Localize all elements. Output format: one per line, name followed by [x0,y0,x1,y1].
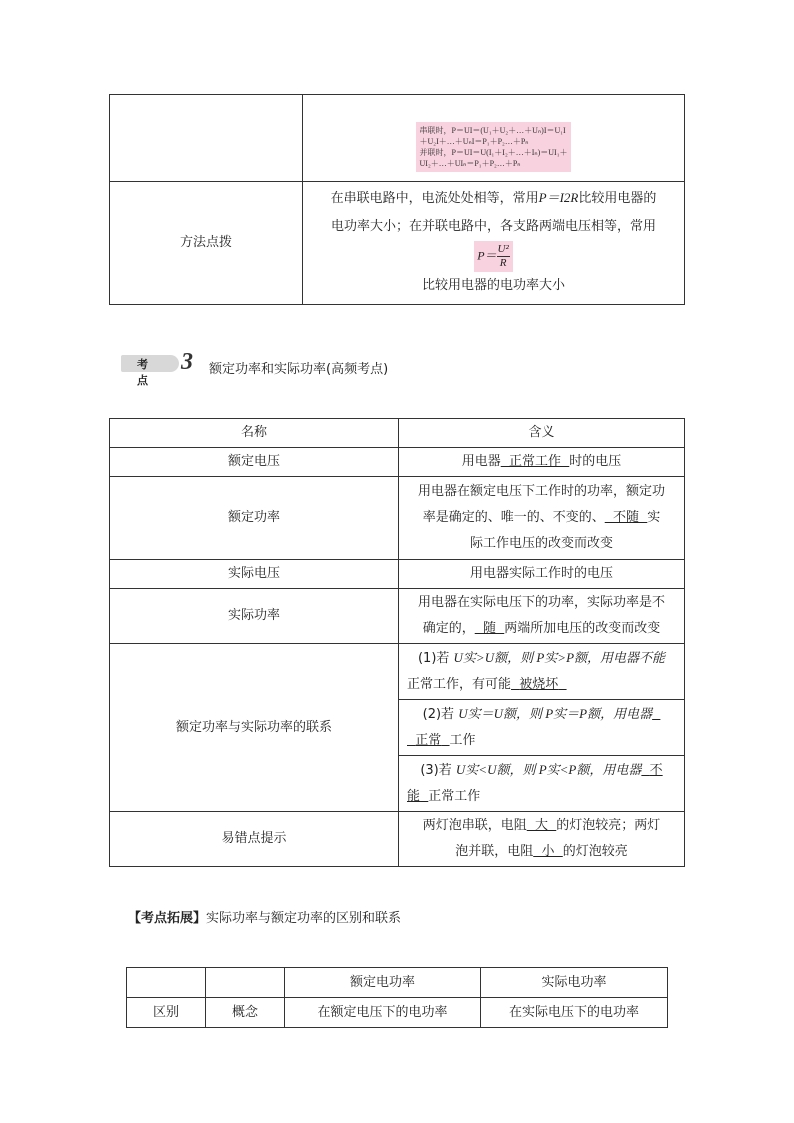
header-meaning: 含义 [399,419,685,448]
answer-text: 不 [649,763,663,778]
text-line [407,813,676,839]
text: 比较用电器的 [578,191,657,206]
row-subcategory: 概念 [206,998,285,1028]
table-cell-empty [127,968,206,998]
table-cell-empty [206,968,285,998]
row-category: 区别 [127,998,206,1028]
blank-answer [533,844,563,859]
formula-cell [303,95,685,182]
answer-text: 不随 [612,510,639,525]
text: 正常工作 [428,789,481,804]
text: 实 [647,510,661,525]
extension-title: 实际功率与额定功率的区别和联系 [206,911,402,926]
blank-answer [605,510,648,525]
comparison-table [126,967,668,1028]
row-name: 易错点提示 [110,812,399,867]
text-line [407,672,676,698]
text: U实＝U额，则 [458,706,546,721]
fraction-numerator: U² [497,243,509,255]
row-meaning: 用电器实际工作时的电压 [399,560,685,589]
method-fraction-line [303,241,684,272]
condition-2 [399,700,685,756]
table-row [110,477,685,560]
text-line: 用电器在额定电压下工作时的功率，额定功 [417,484,665,499]
answer-text: 正常工作 [508,454,561,469]
text: 的灯泡较亮 [562,844,628,859]
blank-answer [641,763,662,778]
text: (2)若 [422,707,459,722]
table-row [110,812,685,867]
section-title: 额定功率和实际功率(高频考点) [209,362,389,377]
method-text [303,182,685,305]
blank-answer [501,454,570,469]
fraction-formula [474,241,513,272]
text-line [407,645,676,672]
header-rated-power: 额定电功率 [285,968,481,998]
text: 在串联电路中，电流处处相等，常用 [330,191,539,206]
blank-answer [652,707,660,722]
table-row [110,560,685,589]
table-row [110,182,685,305]
method-line1 [303,184,684,213]
header-name: 名称 [110,419,399,448]
text: P实＝P额，用电器 [545,706,653,721]
row-meaning [399,589,685,644]
table-header-row [127,968,668,998]
text: 用电器 [461,454,501,469]
method-line3: 比较用电器的电功率大小 [421,278,565,293]
text-line [407,839,676,865]
section-badge [121,355,179,372]
fraction-lhs: P＝ [477,248,497,263]
text: (1)若 [417,651,454,666]
fraction [497,243,510,270]
blank-answer [511,677,567,692]
row-meaning [399,477,685,560]
method-table [109,94,685,305]
row-name: 额定电压 [110,448,399,477]
text: 确定的， [422,621,475,636]
row-name: 实际功率 [110,589,399,644]
text: 的灯泡较亮；两灯 [556,818,661,833]
table-row [110,448,685,477]
extension-heading [128,907,401,926]
table-header-row [110,419,685,448]
text-line [407,616,676,642]
text-line [407,701,676,728]
text: 两端所加电压的改变而改变 [504,621,661,636]
actual-power-concept: 在实际电压下的电功率 [481,998,668,1028]
text: 工作 [449,733,476,748]
power-table [109,418,685,867]
formula-line: 并联时，P＝UI＝U(I₁＋I₂＋…＋Iₙ)＝UI₁＋ [419,148,568,157]
text: 率是确定的、唯一的、不变的、 [422,510,605,525]
text-line: 际工作电压的改变而改变 [469,536,613,551]
answer-text: 大 [534,818,548,833]
text: 时的电压 [569,454,622,469]
blank-answer [475,621,505,636]
formula-line: UI₂＋…＋UIₙ＝P₁＋P₂…＋Pₙ [419,159,521,168]
formula-line: 串联时，P＝UI＝(U₁＋U₂＋…＋Uₙ)I＝U₁I [419,126,566,135]
formula-image [416,122,572,172]
method-line2: 电功率大小；在并联电路中，各支路两端电压相等，常用 [330,219,656,234]
text-line: 用电器在实际电压下的功率，实际功率是不 [417,595,665,610]
row-name: 额定功率 [110,477,399,560]
table-row [110,644,685,700]
blank-answer [407,789,428,804]
text: P实<P额，用电器 [538,762,642,777]
row-meaning [399,812,685,867]
text-line [407,757,676,784]
header-actual-power: 实际电功率 [481,968,668,998]
badge-number: 3 [181,349,193,375]
condition-3 [399,756,685,812]
table-row [127,998,668,1028]
text: P实>P额，用电器不能 [536,650,666,665]
table-row [110,589,685,644]
text: 正常工作，有可能 [407,677,512,692]
answer-text: 能 [407,789,421,804]
badge-text: 考点 [137,358,149,387]
blank-answer [527,818,557,833]
rated-power-concept: 在额定电压下的电功率 [285,998,481,1028]
text: U实<U额，则 [455,762,539,777]
row-meaning [399,448,685,477]
extension-label: 【考点拓展】 [128,911,207,926]
answer-text: 正常 [415,733,442,748]
table-row [110,95,685,182]
row-name: 实际电压 [110,560,399,589]
text: 泡并联，电阻 [455,844,534,859]
text: (3)若 [420,763,456,778]
text: 两灯泡串联，电阻 [422,818,527,833]
text-line [407,728,676,754]
method-label: 方法点拨 [110,182,303,305]
formula-line: ＋U₂I＋…＋UₙI＝P₁＋P₂…＋Pₙ [419,137,529,146]
row-name: 额定功率与实际功率的联系 [110,644,399,812]
table-cell-empty [110,95,303,182]
condition-1 [399,644,685,700]
text-line [407,784,676,810]
formula-inline: P＝I2R [538,190,579,205]
answer-text: 被烧坏 [519,677,559,692]
text-line [407,505,676,531]
answer-text: 随 [482,621,496,636]
fraction-denominator: R [499,257,507,269]
answer-text: 小 [541,844,555,859]
text: U实>U额，则 [453,650,537,665]
blank-answer [407,733,450,748]
